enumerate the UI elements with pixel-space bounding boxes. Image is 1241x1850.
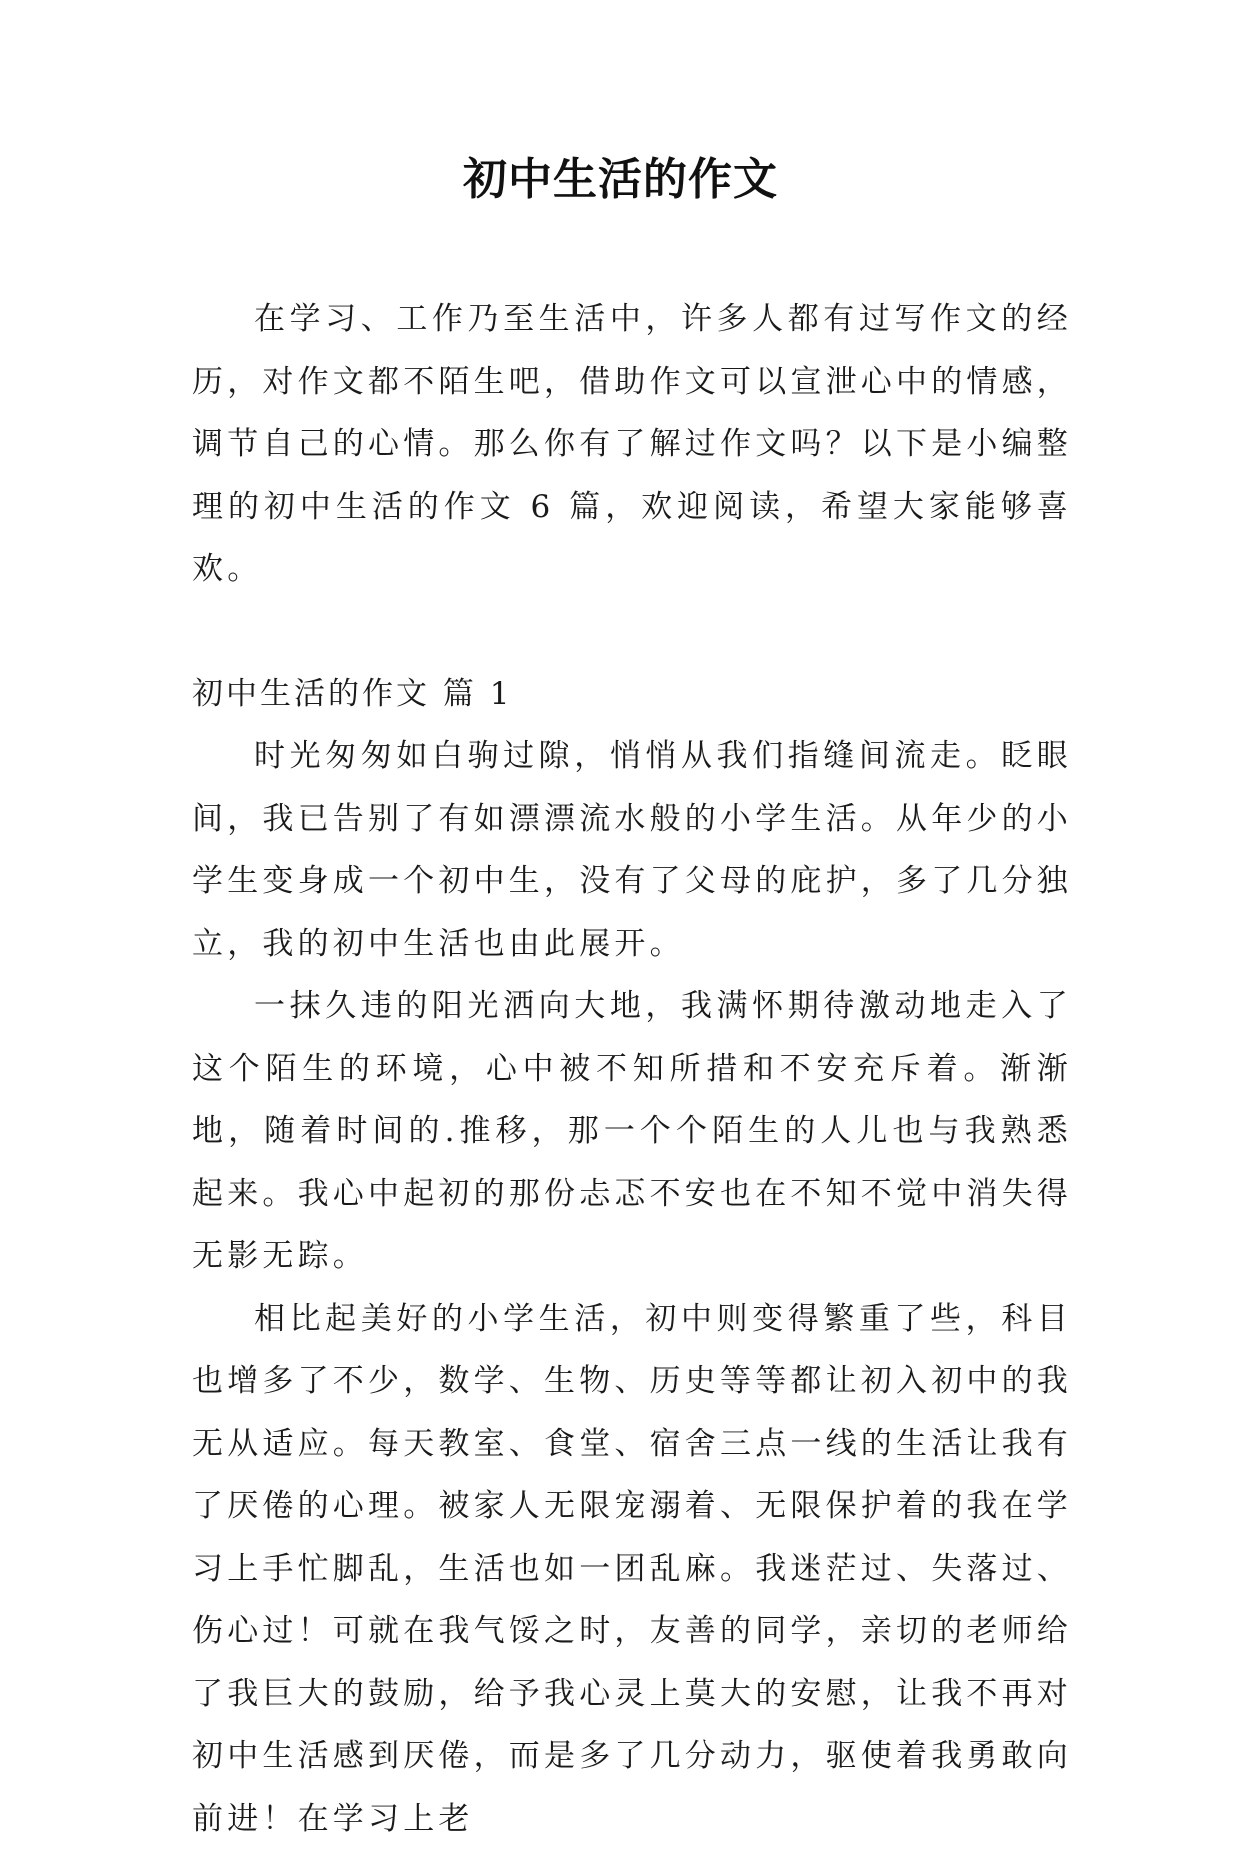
body-paragraph-1: 时光匆匆如白驹过隙，悄悄从我们指缝间流走。眨眼间，我已告别了有如漂漂流水般的小学生活。从年少的小学生变身成一个初中生，没有了父母的庇护，多了几分独立，我的初中生活也由此展开。 (192, 725, 1072, 975)
section-heading: 初中生活的作文 篇 1 (192, 663, 1072, 726)
document-body (192, 288, 1072, 1850)
body-paragraph-2: 一抹久违的阳光洒向大地，我满怀期待激动地走入了这个陌生的环境，心中被不知所措和不安充斥着。渐渐地，随着时间的.推移，那一个个陌生的人儿也与我熟悉起来。我心中起初的那份忐忑不安也在不知不觉中消失得无影无踪。 (192, 975, 1072, 1288)
document-title: 初中生活的作文 (0, 150, 1241, 210)
body-paragraph-3: 相比起美好的小学生活，初中则变得繁重了些，科目也增多了不少，数学、生物、历史等等都让初入初中的我无从适应。每天教室、食堂、宿舍三点一线的生活让我有了厌倦的心理。被家人无限宠溺着、无限保护着的我在学习上手忙脚乱，生活也如一团乱麻。我迷茫过、失落过、伤心过！可就在我气馁之时，友善的同学，亲切的老师给了我巨大的鼓励，给予我心灵上莫大的安慰，让我不再对初中生活感到厌倦，而是多了几分动力，驱使着我勇敢向前进！在学习上老 (192, 1288, 1072, 1850)
intro-paragraph: 在学习、工作乃至生活中，许多人都有过写作文的经历，对作文都不陌生吧，借助作文可以宣泄心中的情感，调节自己的心情。那么你有了解过作文吗？以下是小编整理的初中生活的作文 6 篇，欢迎阅读，希望大家能够喜欢。 (192, 288, 1072, 601)
